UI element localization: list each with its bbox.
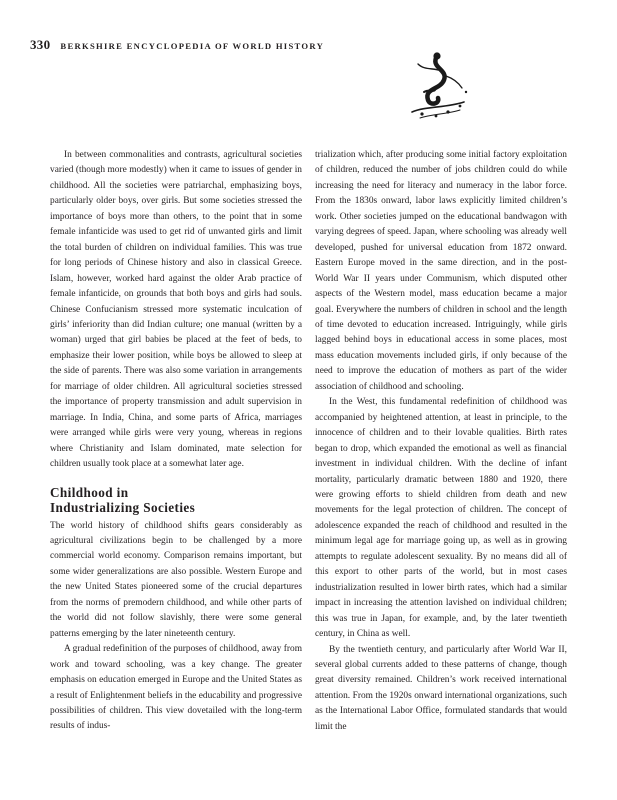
body-paragraph: A gradual redefinition of the purposes of childhood, away from work and toward schooling, was a key change. The greater emphasis on education emerged in Europe and the United States as a result of Enlightenment beliefs in the educability and progressive possibilities of children. This view dovetailed with the long-term results of indus- — [50, 644, 302, 732]
left-column — [50, 148, 302, 735]
right-column — [315, 148, 567, 735]
section-heading-line1: Childhood in — [50, 484, 129, 500]
berkshire-dancer-logo-icon — [402, 48, 478, 122]
body-paragraph: By the twentieth century, and particularly after World War II, several global currents added to these patterns of change, though great diversity remained. Children’s work received international attention. From the 1920s onward international organizations, such as the International Labor Office, formulated standards that would limit the — [315, 644, 567, 732]
running-head — [30, 36, 324, 50]
book-title: BERKSHIRE ENCYCLOPEDIA OF WORLD HISTORY — [60, 41, 325, 51]
body-paragraph: In the West, this fundamental redefinition of childhood was accompanied by heightened attention, at least in principle, to the innocence of children and to their lovable qualities. Birth rates began to drop, which expanded the emotional as well as financial investment in individual children. With the decline of infant mortality, particularly dramatic between 1880 and 1920, there were growing efforts to shield children from death and new movements for the legal protection of children. The concept of adolescence expanded the reach of childhood and resulted in the minimum legal age for marriage going up, as well as in growing attempts to regulate adolescent sexuality. By no means did all of this export to other parts of the world, but in most cases industrialization resulted in lower birth rates, which had a similar impact in increasing the attention lavished on individual children; this was true in Japan, for example, and, by the later twentieth century, in China as well. — [315, 397, 567, 640]
body-paragraph: trialization which, after producing some initial factory exploitation of children, reduced the number of jobs children could do while increasing the need for literacy and numeracy in the labor force. From the 1830s onward, labor laws explicitly limited children’s work. Other societies jumped on the educational bandwagon with varying degrees of speed. Japan, where schooling was already well developed, pushed for universal education from 1872 onward. Eastern Europe moved in the same direction, and in the post-World War II years under Communism, which disputed other aspects of the Western model, mass education became a major goal. Everywhere the numbers of children in school and the length of time devoted to education increased. Intriguingly, while girls lagged behind boys in educational access in some places, most mass education movements included girls, if only because of the need to improve the education of mothers as part of the wider association of childhood and schooling. — [315, 150, 567, 392]
page-number: 330 — [30, 37, 51, 52]
body-paragraph: The world history of childhood shifts gears considerably as agricultural civilizations begin to be challenged by a more commercial world economy. Comparison remains important, but some wider generalizations are also possible. Western Europe and the new United States pioneered some of the crucial departures from the norms of premodern childhood, and while other parts of the world did not follow slavishly, there were some general patterns emerging by the later nineteenth century. — [50, 520, 302, 639]
section-heading-line2: Industrializing Societies — [50, 499, 196, 515]
body-paragraph: In between commonalities and contrasts, agricultural societies varied (though more modestly) when it came to issues of gender in childhood. All the societies were patriarchal, emphasizing boys, particularly older boys, over girls. But some societies stressed the importance of boys more than others, to the point that in some female infanticide was used to get rid of unwanted girls and limit the total burden of children on individual families. This was true for long periods of Chinese history and also in classical Greece. Islam, however, worked hard against the older Arab practice of female infanticide, on grounds that both boys and girls had souls. Chinese Confucianism stressed more systematic inculcation of girls’ inferiority than did Indian culture; one manual (written by a woman) urged that girl babies be placed at the feet of beds, to emphasize their lower position, while boys be allowed to sleep at the side of parents. There was also some variation in arrangements for marriage of older children. All agricultural societies stressed the importance of property transmission and adult supervision in marriage. In India, China, and some parts of Africa, marriages were arranged while girls were very young, whereas in regions where Christianity and Islam dominated, mate selection for children usually took place at a somewhat later age. — [50, 150, 302, 470]
section-heading — [50, 485, 302, 515]
